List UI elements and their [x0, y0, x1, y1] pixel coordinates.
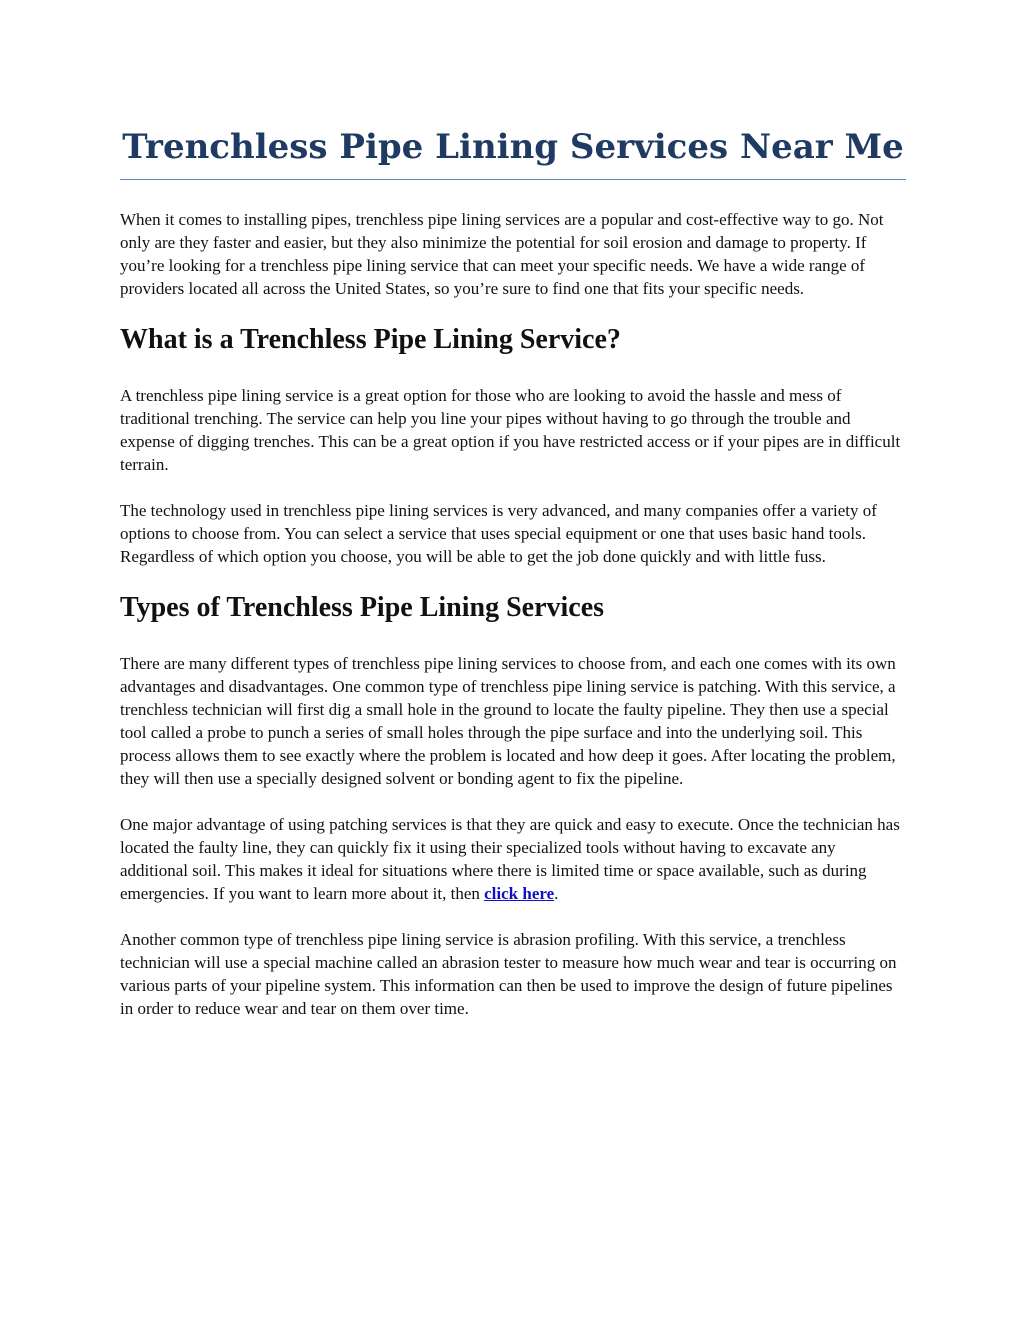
page-title: Trenchless Pipe Lining Services Near Me	[120, 118, 906, 180]
section1-paragraph-1: A trenchless pipe lining service is a great option for those who are looking to avoid the hassle and mess of traditional trenching. The service can help you line your pipes without having to go through the trouble and expense of digging trenches. This can be a great option if you have restricted access or if your pipes are in difficult terrain.	[120, 386, 901, 474]
document-page	[120, 118, 906, 1043]
section2-paragraph-2-end: .	[554, 884, 559, 903]
section2-paragraph-2	[120, 813, 906, 905]
section-heading-types: Types of Trenchless Pipe Lining Services	[120, 592, 605, 623]
click-here-link[interactable]: click here	[484, 884, 555, 903]
section2-paragraph-2-text: One major advantage of using patching services is that they are quick and easy to execute. Once the technician has located the faulty line, they can quickly fix it using their specialized tools without having to excavate any additional soil. This makes it ideal for situations where there is limited time or space available, such as during emergencies. If you want to learn more about it, then	[120, 815, 900, 903]
section2-paragraph-1: There are many different types of trenchless pipe lining services to choose from, and each one comes with its own advantages and disadvantages. One common type of trenchless pipe lining service is patching. With this service, a trenchless technician will first dig a small hole in the ground to locate the faulty pipeline. They then use a special tool called a probe to punch a series of small holes through the pipe surface and into the underlying soil. This process allows them to see exactly where the problem is located and how deep it goes. After locating the problem, they will then use a specially designed solvent or bonding agent to fix the pipeline.	[120, 654, 896, 788]
section1-paragraph-2: The technology used in trenchless pipe lining services is very advanced, and many companies offer a variety of options to choose from. You can select a service that uses special equipment or one that uses basic hand tools. Regardless of which option you choose, you will be able to get the job done quickly and with little fuss.	[120, 501, 877, 566]
intro-paragraph: When it comes to installing pipes, trenchless pipe lining services are a popular and cost-effective way to go. Not only are they faster and easier, but they also minimize the potential for soil erosion and damage to property. If you’re looking for a trenchless pipe lining service that can meet your specific needs. We have a wide range of providers located all across the United States, so you’re sure to find one that fits your specific needs.	[120, 210, 884, 298]
section-heading-what-is: What is a Trenchless Pipe Lining Service?	[120, 324, 621, 355]
section2-paragraph-3: Another common type of trenchless pipe lining service is abrasion profiling. With this service, a trenchless technician will use a special machine called an abrasion tester to measure how much wear and tear is occurring on various parts of your pipeline system. This information can then be used to improve the design of future pipelines in order to reduce wear and tear on them over time.	[120, 930, 897, 1018]
